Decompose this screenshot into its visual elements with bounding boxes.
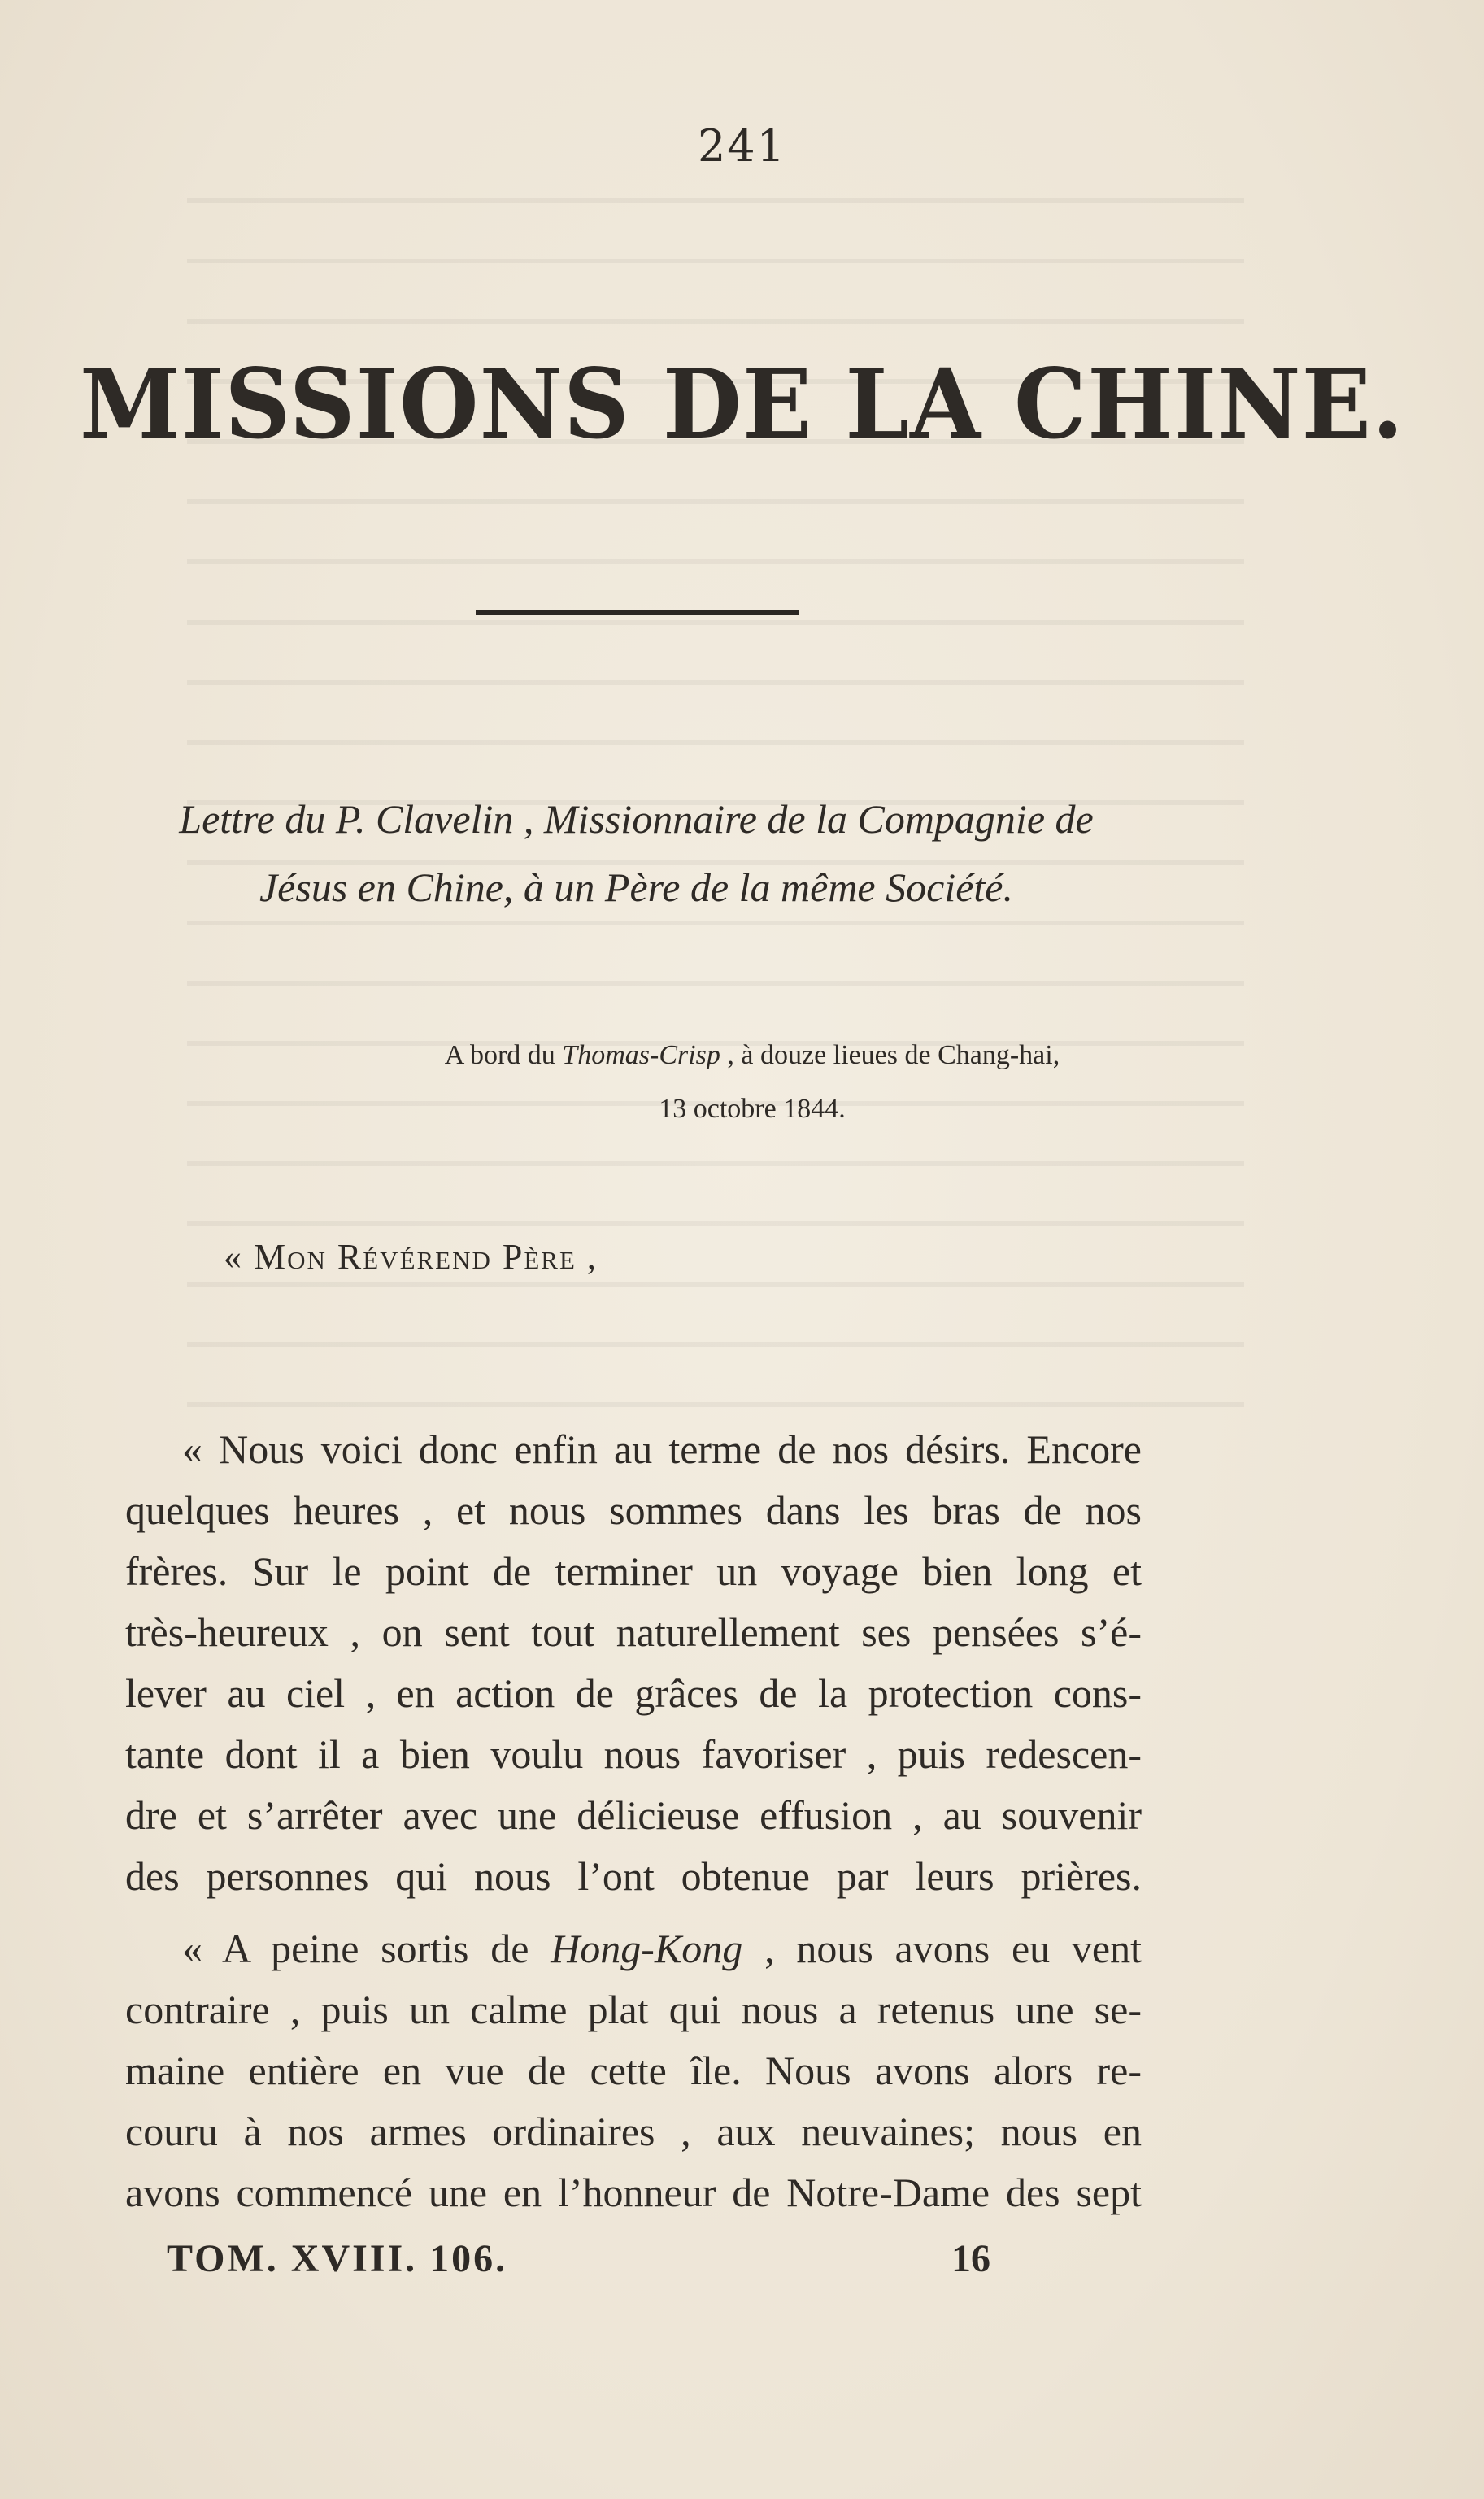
dateline [342, 1029, 1163, 1136]
dateline-date: 13 octobre 1844. [659, 1094, 846, 1124]
title-divider [476, 610, 799, 615]
dateline-line-1 [342, 1029, 1163, 1082]
paragraph-2-opening: « A peine sortis de [182, 1926, 551, 1971]
signature-mark: TOM. XVIII. 106. [167, 2237, 508, 2280]
paragraph-2-line: couru à nos armes ordinaires , aux neuvaines; nous en [125, 2109, 1142, 2154]
page-number: 241 [697, 120, 787, 172]
letter-body [125, 1419, 1142, 2223]
paragraph-2-line: contraire , puis un calme plat qui nous a retenus une se- [125, 1987, 1142, 2032]
paragraph-1-line: dre et s’arrêter avec une délicieuse effusion , au souvenir [125, 1792, 1142, 1838]
paragraph-1-line: frères. Sur le point de terminer un voyage bien long et [125, 1548, 1142, 1594]
letter-heading [122, 785, 1151, 921]
paragraph-1-line: « Nous voici donc enfin au terme de nos désirs. Encore [182, 1426, 1142, 1472]
letter-heading-line-1: Lettre du P. Clavelin , Missionnaire de la Compagnie de [179, 796, 1094, 842]
dateline-prefix: A bord du [444, 1040, 563, 1070]
paragraph-1-line: quelques heures , et nous sommes dans les bras de nos [125, 1487, 1142, 1533]
page-footer [167, 2236, 1021, 2293]
paragraph-2-line: avons commencé une en l’honneur de Notre-Dame des sept [125, 2170, 1142, 2215]
paragraph-2-first-line [125, 1918, 1142, 1979]
paragraph-2-line: maine entière en vue de cette île. Nous avons alors re- [125, 2048, 1142, 2093]
salutation [224, 1236, 598, 1278]
place-name: Hong-Kong [551, 1926, 743, 1971]
letter-heading-line-2: Jésus en Chine, à un Père de la même Société. [259, 864, 1013, 910]
paragraph-1-line: très-heureux , on sent tout naturellement ses pensées s’é- [125, 1609, 1142, 1655]
ship-name: Thomas-Crisp [562, 1040, 720, 1070]
dateline-location: , à douze lieues de Chang-hai, [720, 1040, 1060, 1070]
sheet-number: 16 [951, 2237, 990, 2280]
paragraph-gap [125, 1907, 1142, 1918]
paragraph-1-line: des personnes qui nous l’ont obtenue par leurs prières. [125, 1853, 1142, 1899]
salutation-text: Mon Révérend Père , [254, 1237, 598, 1277]
paragraph-2-continuation: , nous avons eu vent [742, 1926, 1142, 1971]
paragraph-1-line: lever au ciel , en action de grâces de la protection cons- [125, 1670, 1142, 1716]
paragraph-1-line: tante dont il a bien voulu nous favoriser , puis redescen- [125, 1731, 1142, 1777]
page-title: MISSIONS DE LA CHINE. [79, 348, 1405, 461]
salutation-quote: « [224, 1237, 254, 1277]
